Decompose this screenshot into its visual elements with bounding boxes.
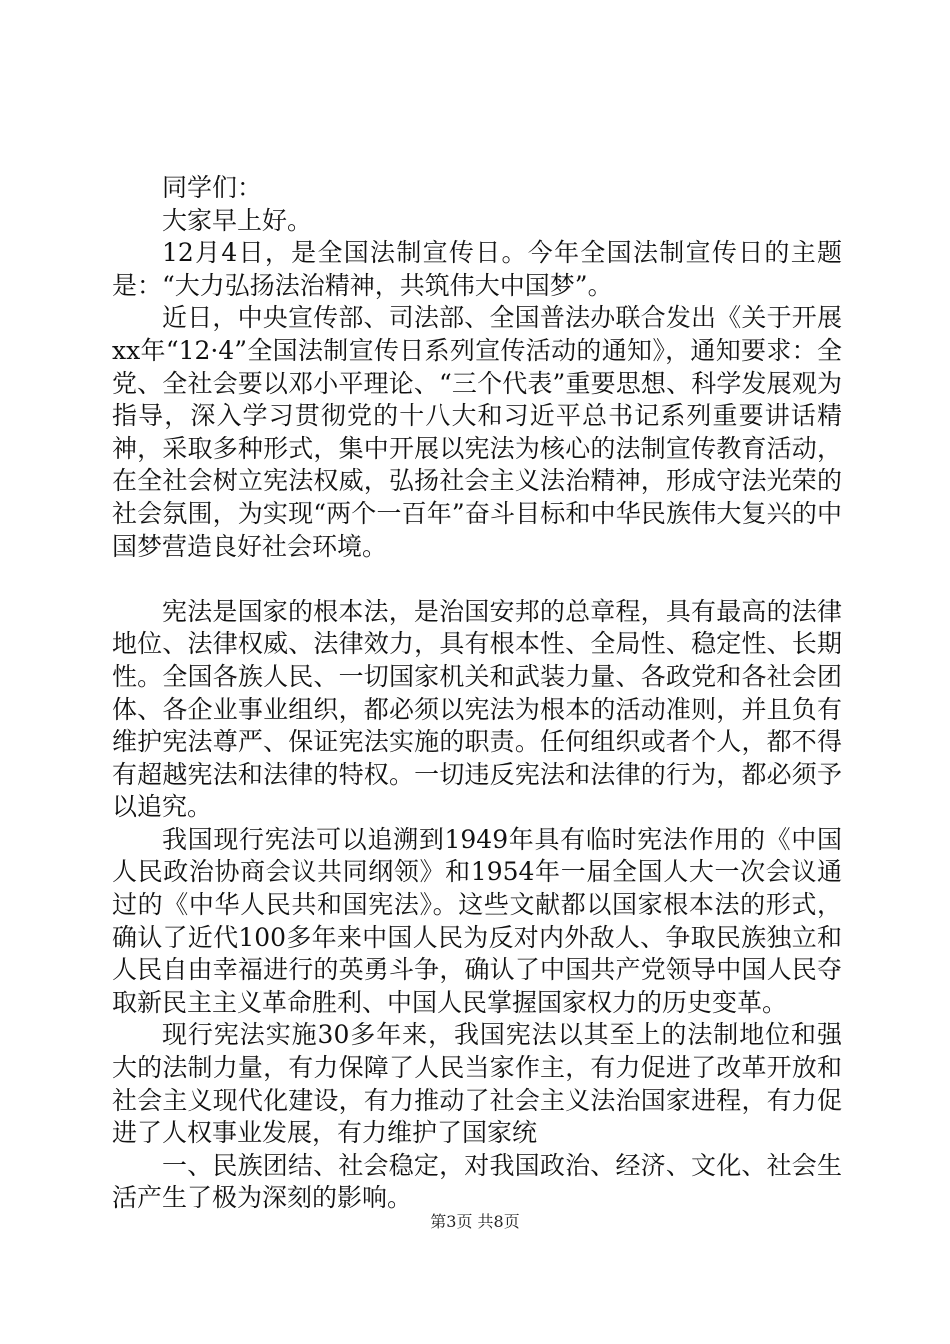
paragraph-constitution: 宪法是国家的根本法，是治国安邦的总章程，具有最高的法律地位、法律权威、法律效力，具有根本性、全局性、稳定性、长期性。全国各族人民、一切国家机关和武装力量、各政党和各社会团体、各企业事业组织，都必须以宪法为根本的活动准则，并且负有维护宪法尊严、保证宪法实施的职责。任何组织或者个人，都不得有超越宪法和法律的特权。一切违反宪法和法律的行为，都必须予以追究。: [112, 596, 842, 822]
paragraph-greeting: 大家早上好。: [162, 205, 313, 235]
paragraph-spacer: [112, 563, 842, 596]
paragraph-implementation: 现行宪法实施30多年来，我国宪法以其至上的法制地位和强大的法制力量，有力保障了人民当家作主，有力促进了改革开放和社会主义现代化建设，有力推动了社会主义法治国家进程，有力促进了人权事业发展，有力维护了国家统: [112, 1020, 842, 1148]
paragraph-history: 我国现行宪法可以追溯到1949年具有临时宪法作用的《中国人民政治协商会议共同纲领》和1954年一届全国人大一次会议通过的《中华人民共和国宪法》。这些文献都以国家根本法的形式，确认了近代100多年来中国人民为反对内外敌人、争取民族独立和人民自由幸福进行的英勇斗争，确认了中国共产党领导中国人民夺取新民主主义革命胜利、中国人民掌握国家权力的历史变革。: [112, 824, 842, 1017]
paragraph-impact: 一、民族团结、社会稳定，对我国政治、经济、文化、社会生活产生了极为深刻的影响。: [112, 1150, 842, 1213]
page-number-footer: 第3页 共8页: [430, 1212, 520, 1231]
paragraph-notice: 近日，中央宣传部、司法部、全国普法办联合发出《关于开展xx年“12·4”全国法制宣传日系列宣传活动的通知》，通知要求：全党、全社会要以邓小平理论、“三个代表”重要思想、科学发展观为指导，深入学习贯彻党的十八大和习近平总书记系列重要讲话精神，采取多种形式，集中开展以宪法为核心的法制宣传教育活动，在全社会树立宪法权威，弘扬社会主义法治精神，形成守法光荣的社会氛围，为实现“两个一百年”奋斗目标和中华民族伟大复兴的中国梦营造良好社会环境。: [112, 303, 842, 561]
document-body: [112, 172, 842, 1215]
paragraph-salutation: 同学们：: [162, 173, 263, 202]
paragraph-theme: 12月4日，是全国法制宣传日。今年全国法制宣传日的主题是：“大力弘扬法治精神，共筑伟大中国梦”。: [112, 238, 842, 300]
